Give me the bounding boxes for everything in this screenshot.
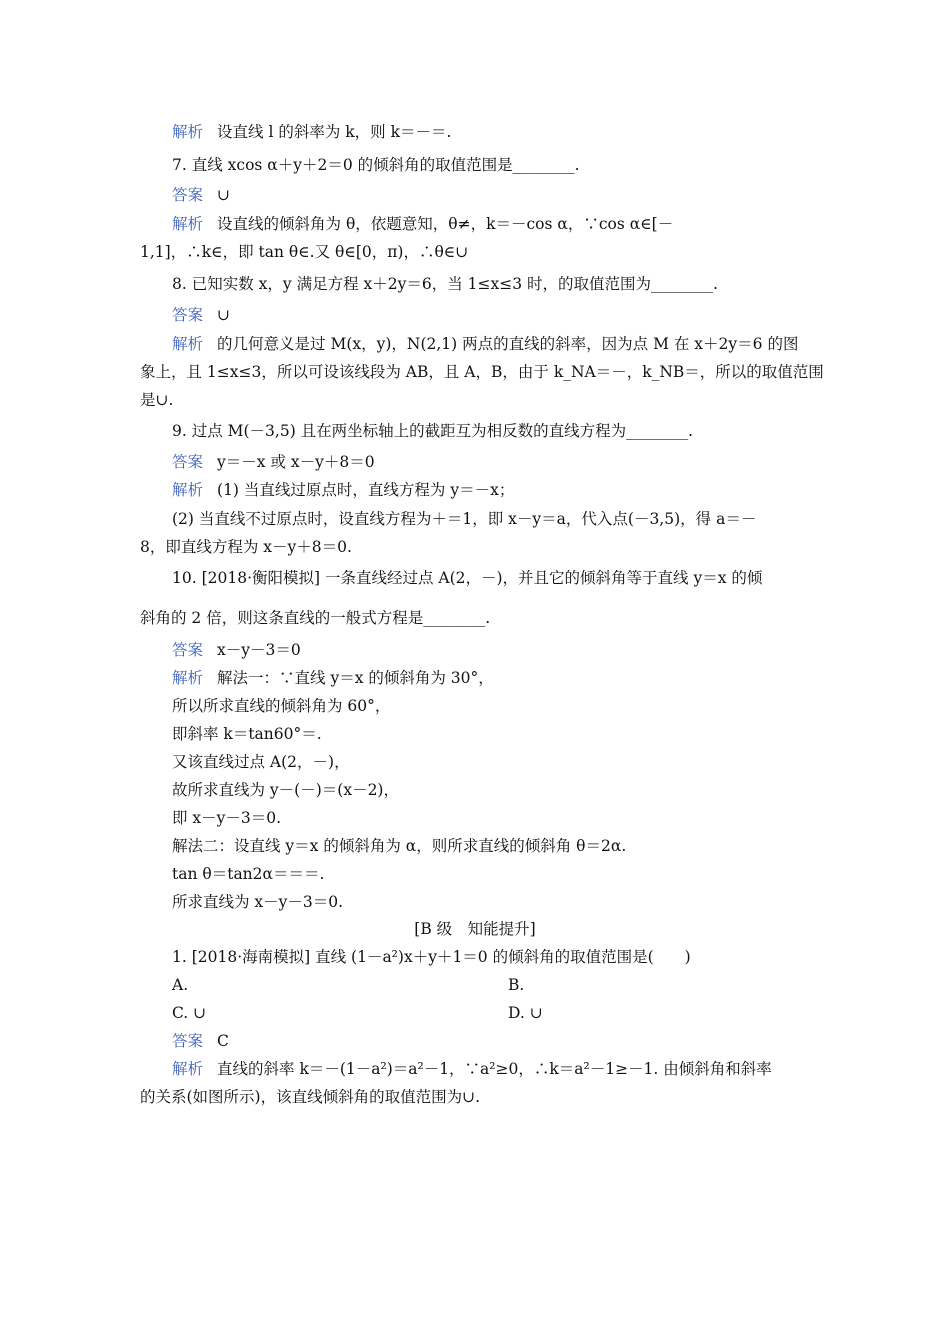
- question-b1: 1. [2018·海南模拟] 直线 (1－a²)x＋y＋1＝0 的倾斜角的取值范围是( ): [172, 948, 691, 966]
- option-b: B.: [508, 976, 525, 994]
- options-row: [172, 974, 772, 996]
- answer-line: 答案 y＝－x 或 x－y＋8＝0: [172, 453, 375, 471]
- answer-line: 答案 x－y－3＝0: [172, 641, 301, 659]
- question-10: 10. [2018·衡阳模拟] 一条直线经过点 A(2，－)，并且它的倾斜角等于直线 y＝x 的倾: [172, 569, 763, 587]
- question-8: 8. 已知实数 x，y 满足方程 x＋2y＝6，当 1≤x≤3 时，的取值范围为________.: [172, 275, 718, 293]
- text-line: 所求直线为 x－y－3＝0.: [172, 893, 344, 911]
- option-a: A.: [172, 976, 189, 994]
- text-line: 即 x－y－3＝0.: [172, 809, 282, 827]
- text-line: 8，即直线方程为 x－y＋8＝0.: [140, 538, 352, 556]
- answer-line: 答案 ∪: [172, 306, 231, 324]
- answer-line: 答案 ∪: [172, 186, 231, 204]
- solution-line: 解析 (1) 当直线过原点时，直线方程为 y＝－x；: [172, 481, 515, 499]
- question-9: 9. 过点 M(－3,5) 且在两坐标轴上的截距互为相反数的直线方程为________.: [172, 422, 694, 440]
- text-line: 象上，且 1≤x≤3，所以可设该线段为 AB，且 A，B，由于 k_NA＝－，k_NB＝，所以的取值范围: [140, 363, 824, 381]
- text-line: 所以所求直线的倾斜角为 60°，: [172, 697, 391, 715]
- solution-line: 解析 解法一：∵直线 y＝x 的倾斜角为 30°，: [172, 669, 494, 687]
- text-line: 1,1]，∴k∈，即 tan θ∈.又 θ∈[0，π)，∴θ∈∪: [140, 243, 469, 261]
- option-c: C. ∪: [172, 1004, 207, 1022]
- text-line: tan θ＝tan2α＝＝＝.: [172, 865, 325, 883]
- text-line: 解法二：设直线 y＝x 的倾斜角为 α，则所求直线的倾斜角 θ＝2α.: [172, 837, 627, 855]
- solution-label: 解析: [172, 1060, 204, 1078]
- solution-label: 解析: [172, 669, 204, 687]
- answer-line: 答案 C: [172, 1032, 229, 1050]
- option-d: D. ∪: [508, 1004, 543, 1022]
- solution-label: 解析: [172, 335, 204, 353]
- section-heading: [B 级 知能提升]: [414, 920, 536, 938]
- solution-line: 解析 设直线 l 的斜率为 k，则 k＝－＝.: [172, 123, 452, 141]
- question-7: 7. 直线 xcos α＋y＋2＝0 的倾斜角的取值范围是________.: [172, 156, 580, 174]
- options-row: [172, 1002, 772, 1024]
- answer-label: 答案: [172, 641, 204, 659]
- solution-line: 解析 的几何意义是过 M(x，y)，N(2,1) 两点的直线的斜率，因为点 M 在 x＋2y＝6 的图: [172, 335, 799, 353]
- text-line: 是∪.: [140, 391, 174, 409]
- answer-label: 答案: [172, 306, 204, 324]
- answer-label: 答案: [172, 1032, 204, 1050]
- solution-line: 解析 设直线的倾斜角为 θ，依题意知，θ≠，k＝－cos α，∵cos α∈[－: [172, 215, 674, 233]
- solution-label: 解析: [172, 215, 204, 233]
- solution-line: 解析 直线的斜率 k＝－(1－a²)＝a²－1，∵a²≥0，∴k＝a²－1≥－1. 由倾斜角和斜率: [172, 1060, 772, 1078]
- text-line: 故所求直线为 y－(－)＝(x－2)，: [172, 781, 399, 799]
- solution-label: 解析: [172, 481, 204, 499]
- solution-label: 解析: [172, 123, 204, 141]
- text-line: 斜角的 2 倍，则这条直线的一般式方程是________.: [140, 609, 491, 627]
- answer-label: 答案: [172, 186, 204, 204]
- text-line: 的关系(如图所示)，该直线倾斜角的取值范围为∪.: [140, 1088, 481, 1106]
- text-line: (2) 当直线不过原点时，设直线方程为＋＝1，即 x－y＝a，代入点(－3,5)，得 a＝－: [172, 510, 757, 528]
- answer-label: 答案: [172, 453, 204, 471]
- text-line: 又该直线过点 A(2，－)，: [172, 753, 350, 771]
- text-line: 即斜率 k＝tan60°＝.: [172, 725, 322, 743]
